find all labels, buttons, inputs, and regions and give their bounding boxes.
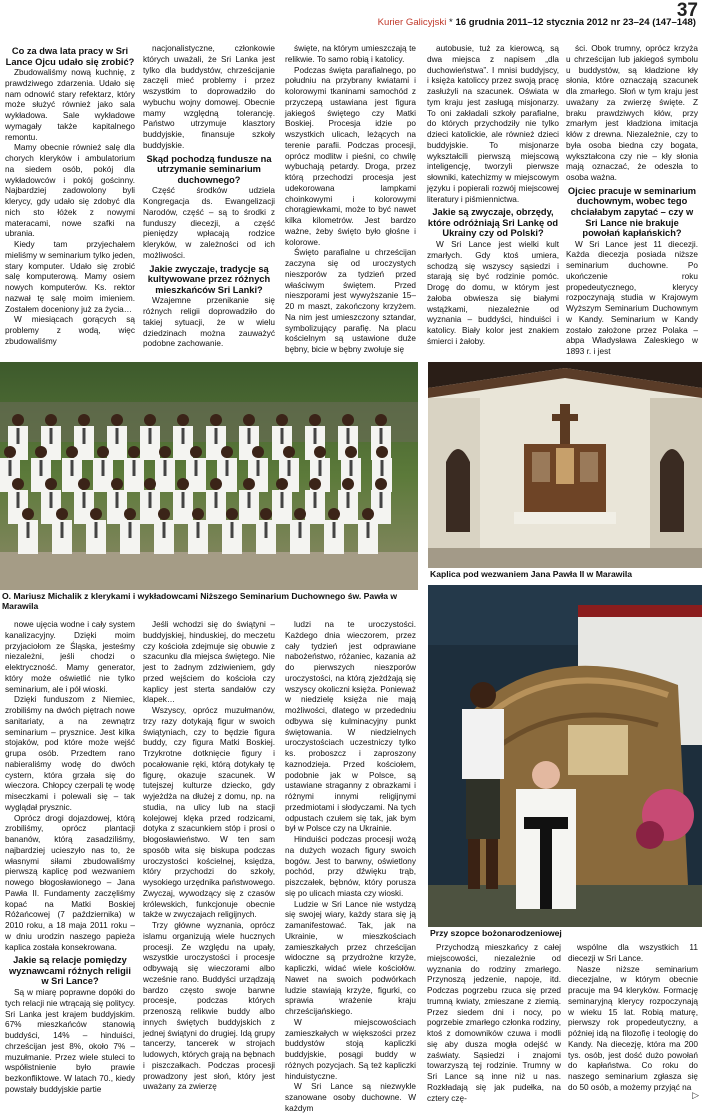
top-column-2 — [143, 44, 275, 362]
paragraph: Mamy obecnie również salę dla chorych kleryków i ambulatorium na siedem osób, pokój dla wykładowców i pokój gościnny. Najbardziej zadowolony byli klerycy, gdy udało się zdobyć dla nich sto łóżek z nowymi materacami, nowe szafki na ubrania. — [5, 143, 135, 239]
paragraph: Podczas święta parafialnego, po południu na przybrany kwiatami i kolorowymi tkaninami samochód z przyczepą ustawiana jest figura jakiegoś świętego czy Matki Boskiej. Procesja idzie po wszystkich ulicach, leżących na terenie parafii. Podczas procesji, oprócz modlitw i pieśni, co chwilę wybuchają petardy. Droga, przez którą przechodzi procesja jest udekorowana lampkami choinkowymi i kolorowymi chorągiewkami, może to być nawet kilka kilometrów. Jest bardzo ważne, żeby święto było głośne i kolorowe. — [285, 65, 416, 247]
question-heading: Jakie są relacje pomiędzy wyznawcami różnych religii w Sri Lance? — [9, 955, 131, 987]
paragraph: Nasze niższe seminarium diecezjalne, w którym obecnie pracuje ma 94 kleryków. Formację seminaryjną klerycy rozpoczynają w wieku 15 lat. Robią maturę, pierwszy rok propedeutyczny, a później idą na filozofię i teologię do Kandy. Na diecezję, która ma 200 tys. osób, jest dość dużo powołań do kapłaństwa. Co roku do naszego seminarium zgłasza się do 50 osób, a możemy przyjąć na — [568, 964, 698, 1092]
bottom-column-4 — [427, 943, 561, 1101]
paragraph: Hinduiści podczas procesji wożą na dużych wozach figury swoich bogów. Jest to barwny, oświetlony pochód, przy dźwięku trąb, piszczałek, bębnów, który porusza się po ulicach miasta czy wioski. — [285, 835, 416, 898]
paragraph: nowe ujęcia wodne i cały system kanalizacyjny. Dzięki moim przyjaciołom ze Śląska, jesteśmy niezależni, jeśli chodzi o elektryczność. Mamy generator, który może oświetlić nie tylko seminarium, ale i pół wioski. — [5, 620, 135, 694]
paragraph: nacjonalistyczne, członkowie których uważali, że Sri Lanka jest tylko dla buddystów, chrześcijanie zaczęli mieć problemy i przez wszystkim to doprowadziło do wybuchu wojny domowej. Obecnie mamy względną tolerancję. Państwo utrzymuje klasztory buddyjskie, finansuje szkoły buddyjskie. — [143, 44, 275, 150]
paragraph: W miesiącach gorących są problemy z wodą, więc zbudowaliśmy — [5, 315, 135, 346]
group-photo-caption: O. Mariusz Michalik z klerykami i wykładowcami Niższego Seminarium Duchownego św. Pawła w Marawila — [2, 591, 398, 612]
top-column-3 — [285, 44, 416, 362]
issue-info: 16 grudnia 2011–12 stycznia 2012 nr 23–24 (147–148) — [455, 17, 696, 28]
bottom-column-1 — [5, 620, 135, 1100]
paragraph: W miejscowościach zamieszkałych w większości przez buddystów stoją kapliczki buddyjskie, posągi buddy w różnych pozycjach. Są też kapliczki hinduistyczne. — [285, 1017, 416, 1081]
header-separator: * — [449, 17, 453, 28]
paragraph: ludzi na te uroczystości. Każdego dnia wieczorem, przez cały tydzień jest odprawiane nabożeństwo, różaniec, kazania aż do pierwszych nieszporów uroczystości, na którą zjeżdżają się wszyscy okoliczni księża. Ponieważ w niedzielę księża nie mają możliwości, dlatego w przededniu odbywa się kulminacyjny punkt świętowania. W niedzielnych uroczystościach uczestniczy tylko ks. proboszcz i zaproszony kaznodzieja. Przed kościołem, podobnie jak w Polsce, są ustawiane straganny z obrazkami i różnymi innymi religijnymi przedmiotami i słodyczami. Na tych odpustach czułem się tak, jak bym był w Polsce czy na Ukrainie. — [285, 620, 416, 834]
paragraph: Dzięki funduszom z Niemiec, zrobiliśmy na dwóch piętrach nowe sanitariaty, a na zewnątrz seminarium – prysznice. Jest kilka stojaków, pod które może wejść grupa osób. Przedtem rano nabieraliśmy wodę do dwóch cystern, która grzała się do wieczora. Chłopcy czerpali tę wodę miseczkami i polewali się – tak wyglądał prysznic. — [5, 695, 135, 812]
group-photo — [0, 362, 418, 590]
paragraph: Święto parafialne u chrześcijan zaczyna się od uroczystych nieszporów za tydzień przed właściwym świętem. Przed nieszporami jest wywyższanie 15–20 m maszt, zakończony krzyżem. Na nim jest umieszczony sztandar, symbolizujący parafię. Na placu kościelnym są ustawione duże bębny, bicie w bębny zwołuje się — [285, 248, 416, 354]
paragraph: ści. Obok trumny, oprócz krzyża u chrześcijan lub jakiegoś symbolu u buddystów, są kładzione kły słonia, które oznaczają szacunek dla zmarłego. Słoń w tym kraju jest uważany za zwierzę święte. Z braku prawdziwych kłów, przy zmarłym jest kładziona imitacja kłów z drewna. Niezależnie, czy to była osoba biedna czy bogata, wykształcona czy nie – kły słonia mają oznaczać, że odeszła to osoba ważna. — [566, 44, 698, 182]
top-column-4 — [427, 44, 559, 362]
paragraph: W Sri Lance jest 11 diecezji. Każda diecezja posiada niższe seminarium duchowne. Po ukończenie roku propedeutycznego, klerycy rozpoczynają studia w Krajowym Wyższym Seminarium Duchownym w Kandy. Seminarium w Kandy zostało założone przez Polaka – abpa Władysława Zaleskiego w 1893 r. i jest — [566, 239, 698, 357]
paragraph: Zbudowaliśmy nową kuchnię, z prawdziwego zdarzenia. Udało się nam odnowić stary refektarz, który może służyć również jako sala wykładowa. Sale wykładowe wymagały także kapitalnego remontu. — [5, 68, 135, 142]
question-heading: Jakie są zwyczaje, obrzędy, które odróżniają Sri Lankę od Ukrainy czy od Polski? — [427, 207, 559, 239]
chapel-photo-caption: Kaplica pod wezwaniem Jana Pawła II w Marawila — [430, 569, 633, 579]
paragraph: W Sri Lance jest wielki kult zmarłych. Gdy ktoś umiera, schodzą się wszyscy sąsiedzi i starają się być rodzinie pomóc. Drogę do domu, w którym jest żałoba obwiesza się białymi wstążkami, niezależnie od wyznania – buddyści, hinduiści i katolicy. Biały kolor jest znakiem śmierci i żałoby. — [427, 240, 559, 346]
top-column-1 — [5, 44, 135, 362]
paragraph: święte, na którym umieszczają te relikwie. To samo robią i katolicy. — [285, 44, 416, 64]
paragraph: Ludzie w Sri Lance nie wstydzą się swojej wiary, każdy stara się ją zamanifestować. Tak, jak na Ukrainie, w mieszkościach zamieszkałych przez chrześcijan widoczne są przydrożne krzyże, kapliczki, widać wiele kościołów. Nawet na swoich podwórkach ludzie stawiają krzyże, figurki, co sprawia wrażenie kraju chrześcijańskiego. — [285, 899, 416, 1016]
question-heading: Jakie zwyczaje, tradycje są kultywowane przez różnych mieszkańców Sri Lanki? — [147, 263, 271, 295]
bottom-column-5 — [568, 943, 698, 1101]
top-column-5 — [566, 44, 698, 362]
paragraph: Część środków udziela Kongregacja ds. Ewangelizacji Narodów, część – są to środki z funduszy diecezji, a część pieniędzy wpłacają rodzice kleryków, w zależności od ich możliwości. — [143, 186, 275, 260]
page-number: 37 — [676, 0, 698, 21]
crib-photo-caption: Przy szopce bożonarodzeniowej — [430, 928, 562, 938]
bottom-column-3 — [285, 620, 416, 1113]
issue-line — [378, 17, 696, 28]
paragraph: W Sri Lance są niezwykle szanowane osoby duchowne. W każdym — [285, 1082, 416, 1113]
paragraph: Oprócz drogi dojazdowej, którą zrobiliśmy, oprócz plantacji bananów, którą zasadziliśmy, najbardziej ucieszyło nas to, że własnymi siłami zbudowaliśmy pierwszą kaplicę pod wezwaniem nowego błogosławionego – Jana Pawła II. Fundamenty zaczęliśmy kopać na Matki Boskiej Różańcowej (7 października) w 2010 roku, a 18 maja 2011 roku – w dniu urodzin naszego papieża kaplica została konsekrowana. — [5, 813, 135, 952]
paragraph: autobusie, tuż za kierowcą, są dwa miejsca z napisem „dla duchowieństwa”. I mnisi buddyjscy, i księża katoliccy przez swoją pracę zasłużyli na szacunek. Oświata w tym kraju jest zasługą misjonarzy. To oni zakładali szkoły parafialne, do których przychodziły nie tylko dzieci katolickie, ale również dzieci buddyjskie. To misjonarze wykształcili pierwszą miejscową inteligencję, tworzyli pierwsze słowniki, katechizmy w miejscowym języku i popierali rozwój miejscowej literatury i piśmiennictwa. — [427, 44, 559, 204]
paragraph: Trzy główne wyznania, oprócz islamu organizują wiele hucznych procesji. Ze względu na upały, wszystkie uroczystości i procesje odbywają się wieczorami albo wcześnie rano. Buddyści urządzają bardzo często swoje barwne procesje, podczas których przenoszą relikwie buddy albo innych świętych buddyjskich z jednej świątyni do drugiej. Idą grupy tancerzy, tancerek w strojach ludowych, których grają na bębnach i piszczałkach. Podczas procesji prowadzony jest słoń, który jest uważany za zwierzę — [143, 921, 275, 1092]
bottom-column-2 — [143, 620, 275, 1100]
publication-name: Kurier Galicyjski — [377, 17, 447, 28]
chapel-photo — [428, 362, 702, 568]
question-heading: Skąd pochodzą fundusze na utrzymanie seminarium duchownego? — [146, 153, 272, 185]
paragraph: Kiedy tam przyjechałem mieliśmy w seminarium tylko jeden, stary komputer. Udało się zrobić salę komputerową. Mamy osiem nowych komputerów. Ks. rektor nazwał tę salę moim imieniem. Zostałem doceniony już za życia… — [5, 240, 135, 314]
paragraph: wspólne dla wszystkich 11 diecezji w Sri Lance. — [568, 943, 698, 963]
question-heading: Co za dwa lata pracy w Sri Lance Ojcu udało się zrobić? — [5, 46, 135, 67]
page-header — [0, 0, 702, 30]
question-heading: Ojciec pracuje w seminarium duchownym, wobec tego chciałabym zapytać – czy w Sri Lance nie brakuje powołań kapłańskich? — [567, 185, 697, 239]
continue-arrow-icon: ▷ — [692, 1090, 699, 1100]
paragraph: Są w miarę poprawne dopóki do tych relacji nie wtrącają się politycy. Sri Lanka jest krajem buddyjskim. 67% mieszkańców stanowią buddyści, 14% – hinduiści, chrześcijan jest 8%, około 7% – muzułmanie. Przez wiele stuleci to współistnienie było prawie bezkonfliktowe. W latach 70., kiedy powstały buddyjskie partie — [5, 988, 135, 1094]
paragraph: Wszyscy, oprócz muzułmanów, trzy razy dotykają figur w swoich świątyniach, czy to będzie figura buddy, czy figura Matki Boskiej. Trzykrotne dotknięcie figury i pocałowanie ręki, którą dotykały tę figurę, okazuje szacunek. W tutejszej kulturze dziecko, gdy wyjeżdża na dłużej z domu, np. na studia, na ulicy lub na stacji kolejowej klęka przed rodzicami, dotyka z szacunkiem stóp i prosi o błogosławieństwo. W ten sam sposób wita się biskupa podczas uroczystości kościelnej, księdza, który przychodzi do szkoły, wysokiego urzędnika państwowego. Zwyczaj, wywodzący się z czasów królewskich, funkcjonuje obecnie także w zwyczajach religijnych. — [143, 706, 275, 920]
paragraph: Przychodzą mieszkańcy z całej miejscowości, niezależnie od wyznania do rodziny zmarłego. Przynoszą jedzenie, napoje, itd. Podczas pogrzebu rzuca się przed trumną kwiaty, zmieszane z ziemią. Przez siedem dni i nocy, po pogrzebie zmarłego członka rodziny, ktoś z domowników czuwa i modli się aby dusza mogła odejść w zaświaty. Sąsiedzi i znajomi towarzyszą tej rodzinie. Trumny w Sri Lance są inne niż u nas. Rozkładają się jak pudełka, na cztery czę- — [427, 943, 561, 1103]
paragraph: Wzajemne przenikanie się różnych religii doprowadziło do takiej sytuacji, że w wielu dziedzinach można zauważyć podobne zachowanie. — [143, 296, 275, 349]
crib-photo — [428, 585, 702, 927]
paragraph: Jeśli wchodzi się do świątyni – buddyjskiej, hinduskiej, do meczetu czy kościoła zdejmuje się obuwie z szacunku dla miejsca świętego. Nie jest to żadnym zdziwieniem, gdy przed wejściem do kościoła czy kaplicy jest sterta sandałów czy klapek… — [143, 620, 275, 705]
